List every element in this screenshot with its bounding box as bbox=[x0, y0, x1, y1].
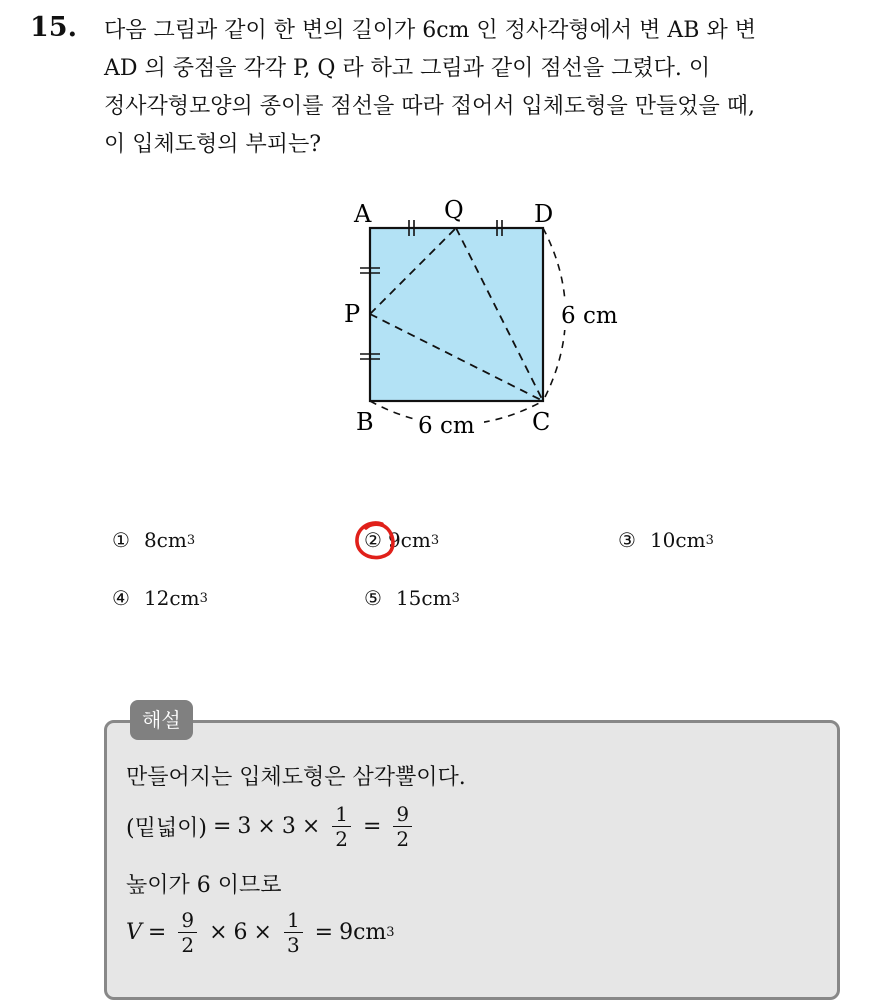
square-shape bbox=[370, 228, 543, 401]
fraction-denominator: 3 bbox=[286, 933, 300, 957]
equals-sign: = bbox=[314, 920, 334, 945]
stem-line: 다음 그림과 같이 한 변의 길이가 6cm 인 정사각형에서 변 AB 와 변 bbox=[104, 18, 756, 43]
base-area-label: (밑넓이) bbox=[126, 816, 207, 841]
fraction-denominator: 2 bbox=[396, 827, 410, 851]
times-sign: × bbox=[209, 920, 228, 945]
choice-exponent: 3 bbox=[186, 532, 196, 548]
stem-line: 정사각형모양의 종이를 점선을 따라 접어서 입체도형을 만들었을 때, bbox=[104, 94, 756, 119]
answer-mark-icon bbox=[352, 518, 398, 564]
times-sign: × bbox=[301, 814, 321, 839]
solution-line-1: 만들어지는 입체도형은 삼각뿔이다. bbox=[126, 765, 466, 790]
fraction bbox=[393, 802, 412, 851]
fraction-numerator: 1 bbox=[284, 908, 303, 933]
side-length-bottom: 6 cm bbox=[418, 413, 475, 439]
stem-line: AD 의 중점을 각각 P, Q 라 하고 그림과 같이 점선을 그렸다. 이 bbox=[104, 56, 711, 81]
choice-5[interactable] bbox=[364, 586, 460, 610]
choice-exponent: 3 bbox=[430, 532, 440, 548]
point-label-c: C bbox=[532, 408, 551, 436]
point-label-b: B bbox=[356, 408, 374, 436]
choice-number: ③ bbox=[618, 528, 636, 552]
fraction-denominator: 2 bbox=[335, 827, 348, 851]
factor: 3 bbox=[237, 814, 252, 839]
question-stem bbox=[104, 12, 864, 164]
choice-exponent: 3 bbox=[451, 590, 460, 606]
solution-tag: 해설 bbox=[130, 700, 193, 740]
times-sign: × bbox=[257, 814, 276, 839]
choice-value: 12cm bbox=[143, 586, 200, 610]
choice-number: ④ bbox=[112, 586, 130, 610]
height-value: 6 bbox=[233, 920, 248, 945]
point-label-q: Q bbox=[444, 196, 464, 224]
choice-1[interactable] bbox=[112, 528, 195, 552]
stem-line: 이 입체도형의 부피는? bbox=[104, 132, 322, 157]
volume-symbol: V bbox=[126, 920, 142, 945]
choice-exponent: 3 bbox=[705, 532, 714, 548]
equals-sign: = bbox=[212, 814, 232, 839]
equals-sign: = bbox=[362, 814, 382, 839]
choice-4[interactable] bbox=[112, 586, 208, 610]
fraction-numerator: 9 bbox=[393, 802, 412, 827]
fraction-denominator: 2 bbox=[181, 933, 195, 957]
choice-exponent: 3 bbox=[199, 590, 208, 606]
solution-line-2 bbox=[126, 802, 418, 851]
square-figure bbox=[330, 188, 630, 448]
solution-line-3: 높이가 6 이므로 bbox=[126, 873, 282, 898]
choice-number: ② bbox=[364, 528, 382, 552]
choice-3[interactable] bbox=[618, 528, 714, 552]
volume-exponent: 3 bbox=[386, 925, 395, 940]
point-label-p: P bbox=[344, 300, 361, 328]
choice-value: 15cm bbox=[395, 586, 452, 610]
choice-value: 8cm bbox=[143, 528, 187, 552]
factor: 3 bbox=[281, 814, 296, 839]
choice-value: 9cm bbox=[387, 528, 431, 552]
choice-number: ⑤ bbox=[364, 586, 382, 610]
fraction bbox=[332, 802, 351, 851]
times-sign: × bbox=[253, 920, 272, 945]
point-label-d: D bbox=[534, 200, 554, 228]
point-label-a: A bbox=[354, 200, 372, 228]
equals-sign: = bbox=[147, 920, 167, 945]
fraction-numerator: 9 bbox=[178, 908, 197, 933]
question-number: 15. bbox=[30, 12, 77, 43]
volume-result: 9cm bbox=[339, 920, 387, 945]
side-length-right: 6 cm bbox=[561, 303, 618, 329]
choice-number: ① bbox=[112, 528, 130, 552]
square-diagram bbox=[330, 188, 630, 448]
fraction-numerator: 1 bbox=[332, 802, 351, 827]
solution-line-4 bbox=[126, 908, 395, 957]
choice-value: 10cm bbox=[649, 528, 706, 552]
fraction bbox=[284, 908, 303, 957]
fraction bbox=[178, 908, 197, 957]
